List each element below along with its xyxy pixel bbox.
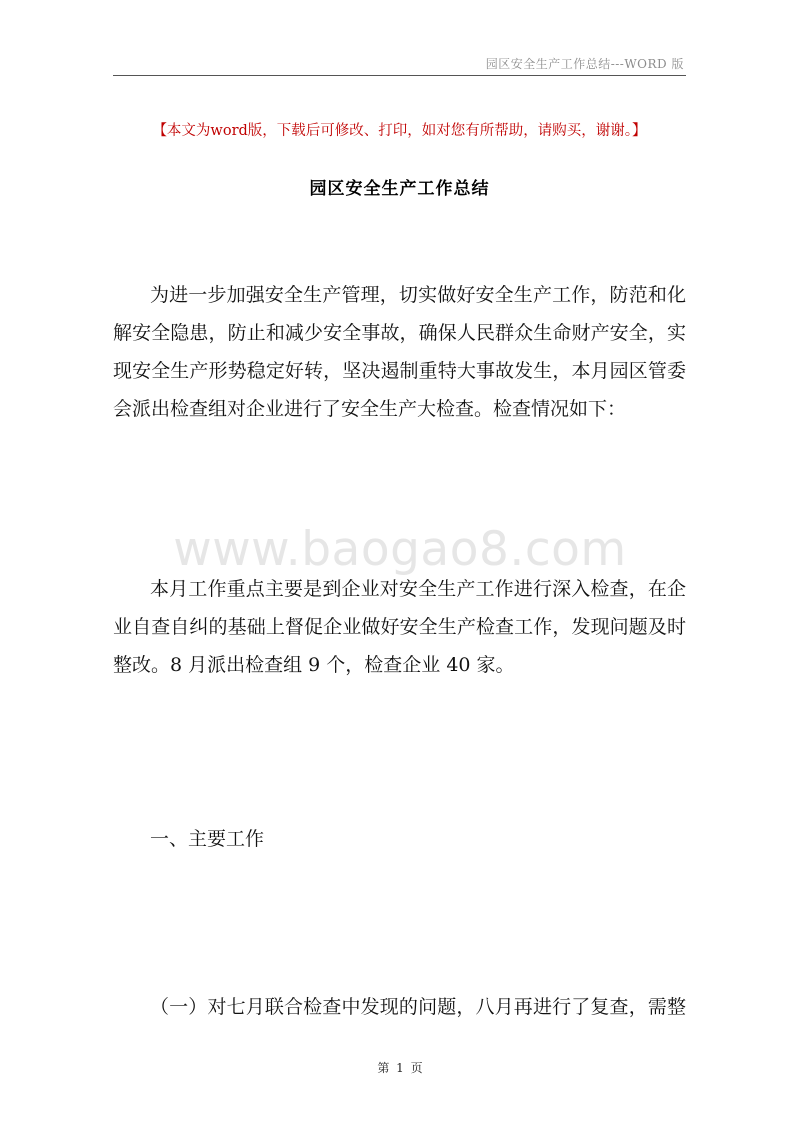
page-number: 第 1 页 <box>377 1061 423 1075</box>
paragraph-item-1 <box>113 988 686 1026</box>
text-line: 会派出检查组对企业进行了安全生产大检查。检查情况如下： <box>113 398 627 420</box>
header-divider <box>113 75 686 76</box>
site-watermark: www.baogao8.com <box>173 522 627 577</box>
section-heading <box>113 820 686 858</box>
text-line: 本月工作重点主要是到企业对安全生产工作进行深入检查，在企 <box>150 578 686 600</box>
purchase-notice: 【本文为word版，下载后可修改、打印，如对您有所帮助，请购买，谢谢。】 <box>152 123 647 139</box>
section-heading-text: 一、主要工作 <box>150 828 265 850</box>
text-line: 为进一步加强安全生产管理，切实做好安全生产工作，防范和化 <box>150 284 686 306</box>
text-line: （一）对七月联合检查中发现的问题，八月再进行了复查，需整 <box>150 996 686 1018</box>
text-line: 业自查自纠的基础上督促企业做好安全生产检查工作，发现问题及时 <box>113 616 686 638</box>
paragraph-intro <box>113 276 686 428</box>
text-line: 整改。8 月派出检查组 9 个，检查企业 40 家。 <box>113 654 515 676</box>
running-header: 园区安全生产工作总结---WORD 版 <box>485 57 684 71</box>
text-line: 现安全生产形势稳定好转，坚决遏制重特大事故发生，本月园区管委 <box>113 360 686 382</box>
paragraph-focus <box>113 570 686 684</box>
text-line: 解安全隐患，防止和减少安全事故，确保人民群众生命财产安全，实 <box>113 322 686 344</box>
document-title: 园区安全生产工作总结 <box>309 179 490 199</box>
